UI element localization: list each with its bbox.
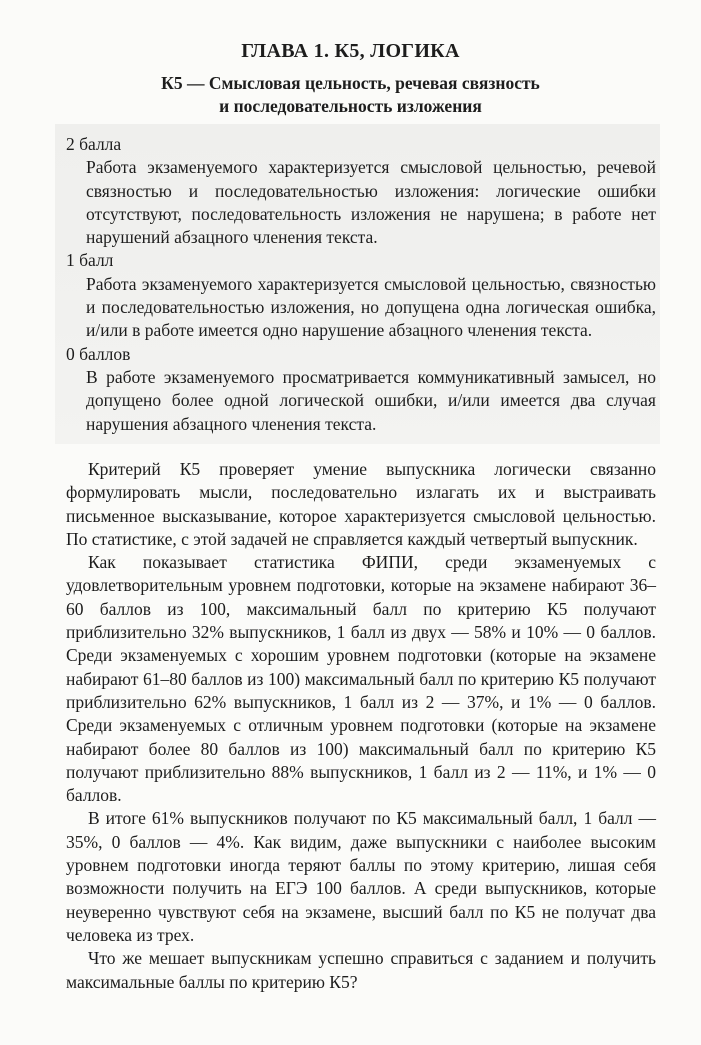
paragraph: Как показывает статистика ФИПИ, среди экзаменуемых с удовлетворительным уровнем подготовки, которые на экзамене набирают 36–60 баллов из 100, максимальный балл по критерию К5 получают приблизительно 32% выпускников, 1 балл из двух — 58% и 10% — 0 баллов. Среди экзаменуемых с хорошим уровнем подготовки (которые на экзамене набирают 61–80 баллов из 100) максимальный балл по критерию К5 получают приблизительно 62% выпускников, 1 балл из 2 — 37%, и 1% — 0 баллов. Среди экзаменуемых с отличным уровнем подготовки (которые на экзамене набирают более 80 баллов из 100) максимальный балл по критерию К5 получают приблизительно 88% выпускников, 1 балл из 2 — 11%, и 1% — 0 баллов. [66, 552, 656, 806]
criterion-description: В работе экзаменуемого просматривается коммуникативный замысел, но допущено более одной логической ошибки, и/или имеется два случая нарушения абзацного членения текста. [86, 366, 656, 434]
paragraph: Что же мешает выпускникам успешно справиться с заданием и получить максимальные баллы по критерию К5? [66, 948, 656, 992]
criteria-table [66, 133, 656, 436]
section-title-line-1: К5 — Смысловая цельность, речевая связность [161, 73, 540, 93]
criterion-description: Работа экзаменуемого характеризуется смысловой цельностью, речевой связностью и последовательностью изложения: логические ошибки отсутствуют, последовательность изложения не нарушена; в работе нет нарушений абзацного членения текста. [86, 157, 656, 248]
body-text [66, 458, 656, 994]
criterion-score: 2 балла [66, 134, 122, 154]
criterion-score: 0 баллов [66, 343, 131, 364]
section-title-line-2: и последовательность изложения [219, 96, 482, 116]
chapter-title: ГЛАВА 1. К5, ЛОГИКА [241, 40, 460, 62]
criterion-description: Работа экзаменуемого характеризуется смысловой цельностью, связностью и последовательностью изложения, но допущена одна логическая ошибка, и/или в работе имеется одно нарушение абзацного членения текста. [86, 273, 656, 341]
paragraph: В итоге 61% выпускников получают по К5 максимальный балл, 1 балл — 35%, 0 баллов — 4%. Как видим, даже выпускники с наиболее высоким уровнем подготовки иногда теряют баллы по этому критерию, лишая себя возможности получить на ЕГЭ 100 баллов. А среди выпускников, которые неуверенно чувствуют себя на экзамене, высший балл по К5 не получат два человека из трех. [66, 808, 656, 945]
criterion-score: 1 балл [66, 250, 114, 271]
section-title [110, 72, 591, 118]
paragraph: Критерий К5 проверяет умение выпускника логически связанно формулировать мысли, последовательно излагать их и выстраивать письменное высказывание, которое характеризуется смысловой цельностью. По статистике, с этой задачей не справляется каждый четвертый выпускник. [66, 459, 656, 549]
